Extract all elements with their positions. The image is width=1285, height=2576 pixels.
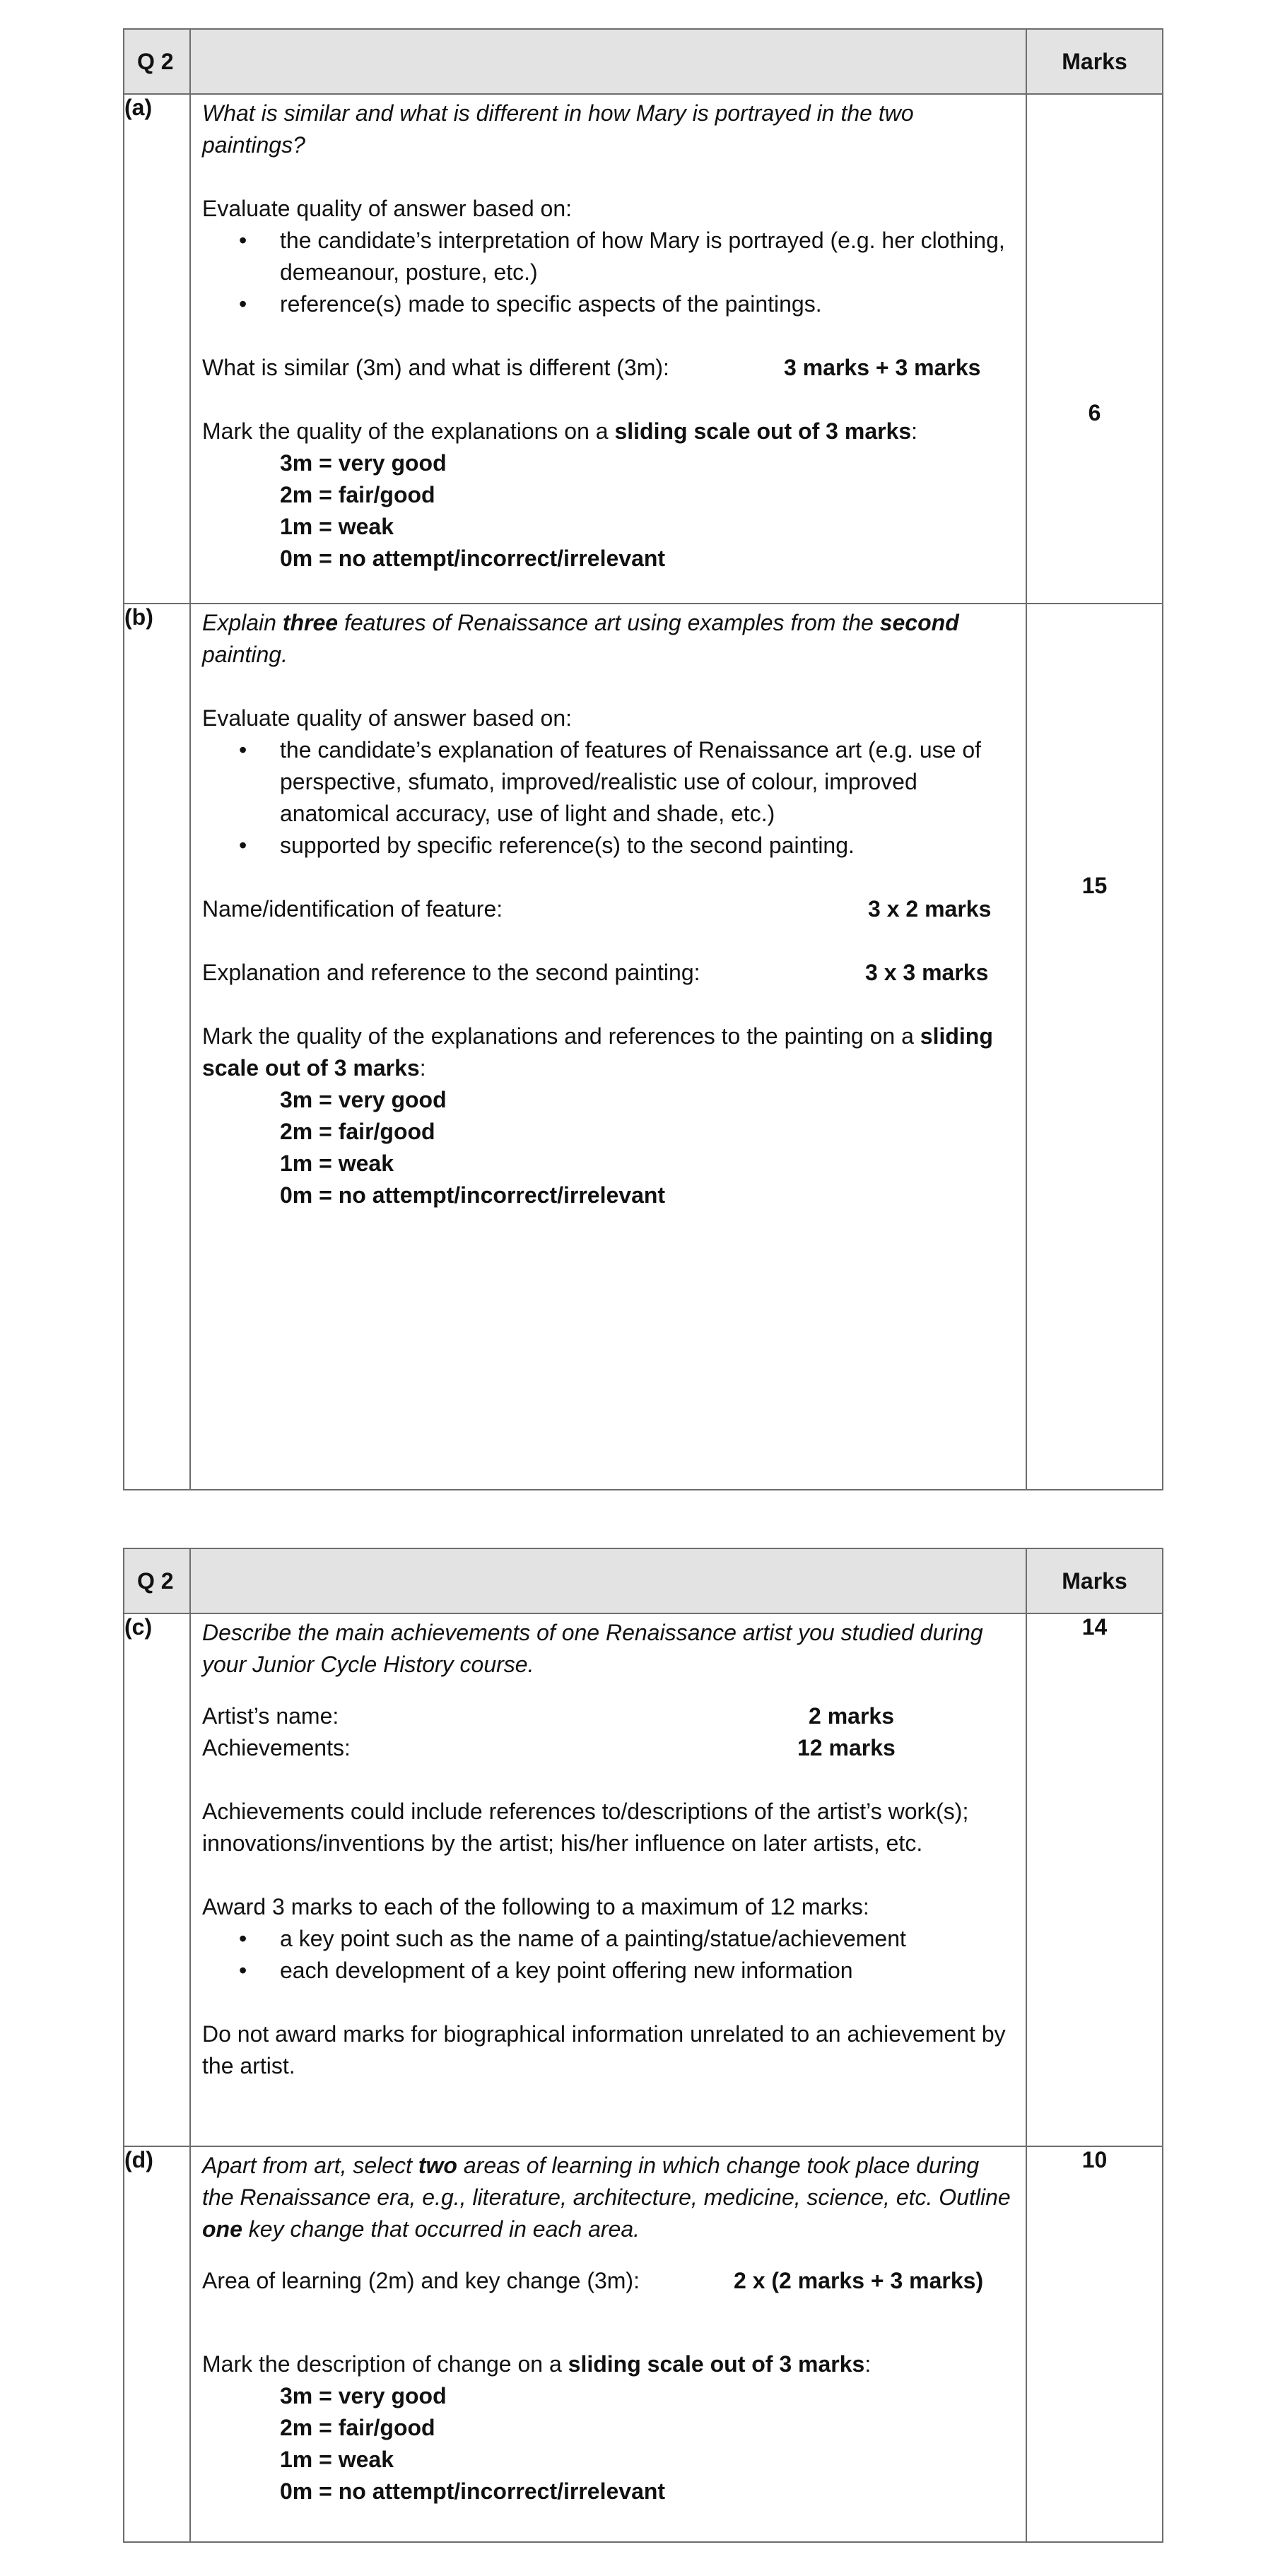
- table-header-row: [124, 29, 1163, 94]
- marking-table-2: [123, 1548, 1163, 2543]
- scale-item: 0m = no attempt/incorrect/irrelevant: [280, 2478, 666, 2504]
- scale-item: 1m = weak: [280, 2447, 394, 2472]
- allocation-value: 3 x 2 marks: [868, 896, 992, 922]
- allocation-value: 2 x (2 marks + 3 marks): [734, 2268, 984, 2293]
- scale-item: 3m = very good: [280, 2383, 447, 2409]
- allocation-label: Achievements:: [202, 1735, 351, 1760]
- part-c-note: Achievements could include references to/descriptions of the artist’s work(s); innovations/inventions by the artist; his/her influence on later artists, etc.: [202, 1799, 969, 1856]
- part-b-question: Explain three features of Renaissance art using examples from the second painting.: [202, 610, 959, 667]
- list-item: • the candidate’s interpretation of how Mary is portrayed (e.g. her clothing, demeanour, posture, etc.): [280, 225, 1016, 288]
- part-b-label: (b): [124, 604, 190, 1490]
- part-b-allocation-2: [202, 957, 1016, 989]
- part-d-scale: [202, 2380, 1016, 2507]
- scale-item: 1m = weak: [280, 1151, 394, 1176]
- scale-item: 1m = weak: [280, 514, 394, 539]
- part-b-evaluate: Evaluate quality of answer based on:: [202, 705, 572, 731]
- list-item: • supported by specific reference(s) to the second painting.: [280, 830, 1016, 861]
- part-c-allocation-2: [202, 1732, 1016, 1764]
- part-a-scale: [202, 447, 1016, 575]
- part-d-row: [124, 2146, 1163, 2542]
- scale-item: 3m = very good: [280, 450, 447, 476]
- list-item: • the candidate’s explanation of features of Renaissance art (e.g. use of perspective, sfumato, improved/realistic use of colour, improved anatomical accuracy, use of light and shade, etc.): [280, 734, 1016, 830]
- part-a-row: [124, 94, 1163, 604]
- question-number: Q 2: [124, 29, 190, 94]
- part-c-award: Award 3 marks to each of the following to a maximum of 12 marks:: [202, 1894, 869, 1919]
- part-a-sliding-scale-note: Mark the quality of the explanations on a sliding scale out of 3 marks:: [202, 418, 918, 444]
- part-a-label: (a): [124, 94, 190, 604]
- scale-item: 0m = no attempt/incorrect/irrelevant: [280, 546, 666, 571]
- part-c-label: (c): [124, 1613, 190, 2146]
- allocation-label: What is similar (3m) and what is different (3m):: [202, 355, 669, 380]
- part-a-allocation: [202, 352, 1016, 384]
- part-c-question: Describe the main achievements of one Renaissance artist you studied during your Junior Cycle History course.: [202, 1620, 983, 1677]
- marks-header: Marks: [1026, 1548, 1163, 1613]
- part-b-sliding-scale-note: Mark the quality of the explanations and references to the painting on a sliding scale out of 3 marks:: [202, 1023, 993, 1081]
- part-d-marks: 10: [1026, 2146, 1163, 2542]
- part-c-allocation-1: [202, 1700, 1016, 1732]
- table-header-row: [124, 1548, 1163, 1613]
- part-c-exclusion: Do not award marks for biographical information unrelated to an achievement by the artist.: [202, 2021, 1006, 2078]
- part-d-sliding-scale-note: Mark the description of change on a sliding scale out of 3 marks:: [202, 2351, 872, 2377]
- allocation-label: Explanation and reference to the second painting:: [202, 960, 700, 985]
- allocation-value: 3 marks + 3 marks: [784, 355, 981, 380]
- scale-item: 2m = fair/good: [280, 1119, 435, 1144]
- part-d-allocation: [202, 2265, 1016, 2297]
- part-b-allocation-1: [202, 893, 1016, 925]
- part-b-row: [124, 604, 1163, 1490]
- part-c-criteria-list: [202, 1923, 1016, 1987]
- part-d-question: Apart from art, select two areas of learning in which change took place during the Renaissance era, e.g., literature, architecture, medicine, science, etc. Outline one key change that occurred in each area.: [202, 2153, 1011, 2242]
- part-b-marks: 15: [1026, 604, 1163, 1490]
- allocation-value: 3 x 3 marks: [865, 960, 989, 985]
- part-d-body: [190, 2146, 1026, 2542]
- part-c-marks: 14: [1026, 1613, 1163, 2146]
- part-a-marks: 6: [1026, 94, 1163, 604]
- part-b-scale: [202, 1084, 1016, 1211]
- part-b-criteria-list: [202, 734, 1016, 861]
- list-item: • each development of a key point offering new information: [280, 1955, 1016, 1987]
- part-b-body: [190, 604, 1026, 1490]
- scale-item: 2m = fair/good: [280, 2415, 435, 2440]
- list-item: • reference(s) made to specific aspects of the paintings.: [280, 288, 1016, 320]
- part-c-body: [190, 1613, 1026, 2146]
- part-a-criteria-list: [202, 225, 1016, 320]
- allocation-value: 12 marks: [797, 1735, 896, 1760]
- part-c-row: [124, 1613, 1163, 2146]
- scale-item: 2m = fair/good: [280, 482, 435, 507]
- part-a-body: [190, 94, 1026, 604]
- allocation-label: Artist’s name:: [202, 1703, 339, 1729]
- allocation-value: 2 marks: [809, 1703, 894, 1729]
- part-d-label: (d): [124, 2146, 190, 2542]
- allocation-label: Name/identification of feature:: [202, 896, 503, 922]
- allocation-label: Area of learning (2m) and key change (3m):: [202, 2268, 640, 2293]
- marks-header: Marks: [1026, 29, 1163, 94]
- scale-item: 3m = very good: [280, 1087, 447, 1112]
- scale-item: 0m = no attempt/incorrect/irrelevant: [280, 1182, 666, 1208]
- list-item: • a key point such as the name of a painting/statue/achievement: [280, 1923, 1016, 1955]
- marking-table-1: [123, 28, 1163, 1490]
- question-number: Q 2: [124, 1548, 190, 1613]
- part-a-evaluate: Evaluate quality of answer based on:: [202, 196, 572, 221]
- part-a-question: What is similar and what is different in how Mary is portrayed in the two paintings?: [202, 100, 914, 158]
